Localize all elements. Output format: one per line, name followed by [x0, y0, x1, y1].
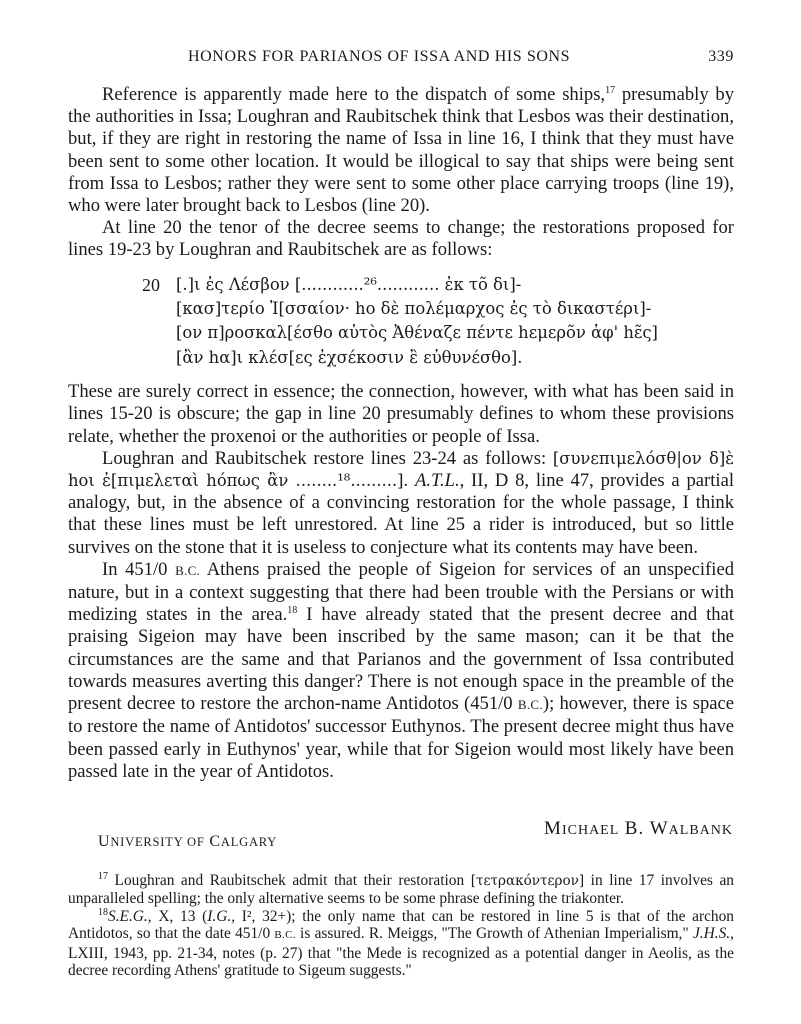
page-number: 339 [708, 48, 734, 65]
inscription-line: [.]ι ἐς Λέσβον [............²⁶............ ἐκ τõ δι]- [176, 274, 522, 294]
paragraph-1: Reference is apparently made here to the dispatch of some ships,$^{17}$ presumably by the authorities in Issa; Loughran and Raubitschek think that Lesbos was their destination, but, if they are right in restoring the name of Issa in line 16, I think that they must have been sent to some other location. It would be illogical to say that ships were being sent from Issa to Lesbos; rather they were sent to some other place carrying troops (line 19), who were later brought back to Lesbos (line 20). [68, 84, 734, 217]
greek-restoration: [συνεπιμελόσθ|ον δ]ὲ hοι ἐ[πιμελεταὶ hόπως ἂν ........¹⁸.........] [68, 448, 734, 491]
inscription-line-number: 20 [142, 274, 160, 295]
footnotes [68, 872, 734, 979]
footnote-18: $^{18}$S.E.G., X, 13 (I.G., I², 32+); the only name that can be restored in line 5 is that of the archon Antidotos, so that the date 451/0 B.C. is assured. R. Meiggs, "The Growth of Athenian Imperialism," J.H.S., LXIII, 1943, pp. 21-34, notes (p. 27) that "the Mede is recognized as a potential danger in Aeolis, as the decree recording Athens' gratitude to Sigeum suggests." [68, 906, 734, 980]
inscription-line: [ον π]ροσκαλ[έσθο αὐτὸς Ἀθέναζε πέντε hεμερõν ἀφ' hε̃ς] [176, 323, 658, 343]
citation-atl: A.T.L. [415, 470, 460, 492]
author-affiliation: UNIVERSITY OF CALGARY [98, 833, 278, 850]
author-signature: MICHAEL B. WALBANK [544, 818, 733, 839]
footnote-ref-17[interactable]: 17 [605, 84, 616, 96]
paragraph-4: Loughran and Raubitschek restore lines 23-24 as follows: [συνεπιμελόσθ|ον δ]ὲ hοι ἐ[πιμελεταὶ hόπως ἂν ........¹⁸.........]. A.T.L., II, D 8, line 47, provides a partial analogy, but, in the absence of a convincing restoration for the whole passage, I think that these lines must be left unrestored. At line 25 a rider is introduced, but so little survives on the stone that it is useless to conjecture what its contents may have been. [68, 447, 734, 558]
inscription-line: [ἂν hα]ι κλέσ[ες ἐχσέκοσιν ἒ εὐθυνέσθο]. [176, 347, 523, 367]
running-title: HONORS FOR PARIANOS OF ISSA AND HIS SONS [188, 48, 571, 65]
main-text [68, 84, 734, 783]
footnote-17: $^{17}$ Loughran and Raubitschek admit that their restoration [τετρακόντερον] in line 17 involves an unparalleled spelling; the only alternative seems to be some phrase defining the triakonter. [68, 870, 734, 908]
paragraph-2: At line 20 the tenor of the decree seems to change; the restorations proposed for lines 19-23 by Loughran and Raubitschek are as follows: [68, 217, 734, 261]
footnote-ref-18[interactable]: 18 [287, 605, 298, 617]
paragraph-3: These are surely correct in essence; the connection, however, with what has been said in lines 15-20 is obscure; the gap in line 20 presumably defines to whom these provisions relate, whether the proxenoi or the authorities or people of Issa. [68, 381, 734, 447]
greek-inscription-block [68, 273, 734, 371]
inscription-line: [κασ]τερίο Ἰ[σσαίον· hο δὲ πολέμαρχος ἐς τὸ δικαστέρι]- [176, 299, 652, 319]
paragraph-5: In 451/0 B.C. Athens praised the people of Sigeion for services of an unspecified nature, but in a context suggesting that there had been trouble with the Persians or with medizing states in the area.$^{18}$ I have already stated that the present decree and that praising Sigeion may have been inscribed by the same mason; can it be that the circumstances are the same and that Parianos and the government of Issa contributed towards measures averting this danger? There is not enough space in the preamble of the present decree to restore the archon-name Antidotos (451/0 B.C.); however, there is space to restore the name of Antidotos' successor Euthynos. The present decree might thus have been passed early in Euthynos' year, while that for Sigeion would most likely have been passed late in the year of Antidotos. [68, 558, 735, 782]
